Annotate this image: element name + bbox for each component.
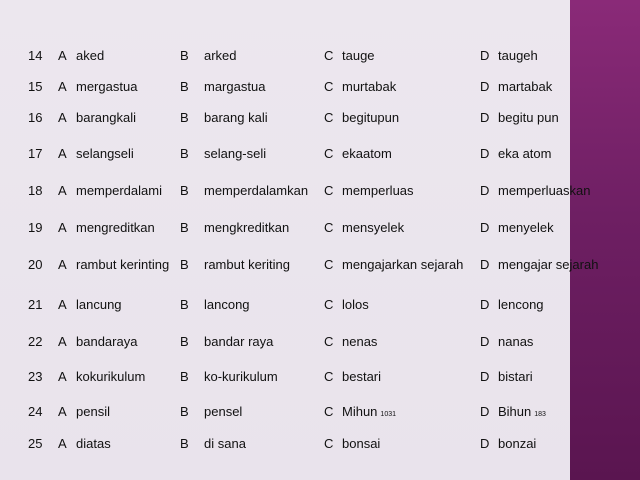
option-letter-a: A [58,297,67,312]
option-text-b: barang kali [204,110,268,125]
option-letter-b: B [180,404,189,419]
option-text-b: mengkreditkan [204,220,290,235]
option-letter-c: C [324,110,334,125]
option-letter-c: C [324,436,334,451]
option-text-a: rambut kerinting [76,257,170,272]
option-letter-d: D [480,220,490,235]
option-text-b: selang-seli [204,146,267,161]
question-number: 14 [28,48,43,63]
option-letter-b: B [180,436,189,451]
option-text-c: tauge [342,48,375,63]
option-text-b: margastua [204,79,266,94]
option-text-a: aked [76,48,105,63]
option-letter-a: A [58,146,67,161]
option-text-b: arked [204,48,237,63]
option-letter-c: C [324,369,334,384]
question-row [0,295,640,315]
option-letter-a: A [58,79,67,94]
option-text-a: mengreditkan [76,220,155,235]
option-letter-d: D [480,297,490,312]
option-letter-a: A [58,257,67,272]
option-text-a: diatas [76,436,111,451]
option-text-c: begitupun [342,110,400,125]
option-letter-d: D [480,334,490,349]
question-row [0,218,640,238]
question-number: 17 [28,146,43,161]
option-text-b: rambut keriting [204,257,290,272]
question-row [0,434,640,454]
option-text-a: barangkali [76,110,136,125]
option-text-c: bonsai [342,436,381,451]
option-letter-c: C [324,79,334,94]
option-letter-b: B [180,257,189,272]
question-number: 20 [28,257,43,272]
question-row [0,77,640,97]
option-text-d: bistari [498,369,533,384]
option-text-a: kokurikulum [76,369,146,384]
option-text-c: ekaatom [342,146,392,161]
option-text-b: lancong [204,297,250,312]
option-letter-d: D [480,369,490,384]
option-text-c: mengajarkan sejarah [342,257,464,272]
option-text-b: di sana [204,436,246,451]
question-number: 16 [28,110,43,125]
option-letter-d: D [480,436,490,451]
option-letter-b: B [180,146,189,161]
option-letter-c: C [324,404,334,419]
option-letter-c: C [324,257,334,272]
question-row [0,144,640,164]
option-letter-d: D [480,183,490,198]
option-letter-a: A [58,220,67,235]
option-text-a: pensil [76,404,110,419]
option-letter-b: B [180,48,189,63]
option-text-c: nenas [342,334,378,349]
option-text-d: lencong [498,297,544,312]
question-row [0,46,640,66]
option-letter-c: C [324,334,334,349]
option-footnote-c: 1031 [380,411,396,418]
option-letter-b: B [180,369,189,384]
option-letter-d: D [480,110,490,125]
question-number: 18 [28,183,43,198]
option-letter-c: C [324,146,334,161]
option-text-c: bestari [342,369,382,384]
question-row [0,367,640,387]
option-letter-d: D [480,146,490,161]
option-text-c: murtabak [342,79,397,94]
option-text-a: selangseli [76,146,134,161]
option-text-c: mensyelek [342,220,405,235]
option-letter-d: D [480,404,490,419]
option-text-d: memperluaskan [498,183,591,198]
option-letter-b: B [180,79,189,94]
option-letter-c: C [324,297,334,312]
option-letter-b: B [180,297,189,312]
option-text-d: martabak [498,79,553,94]
option-text-d: begitu pun [498,110,559,125]
option-letter-d: D [480,257,490,272]
option-text-d: mengajar sejarah [498,257,599,272]
option-letter-a: A [58,183,67,198]
option-text-b: bandar raya [204,334,274,349]
option-letter-a: A [58,48,67,63]
question-number: 19 [28,220,43,235]
option-text-c: lolos [342,297,369,312]
option-text-a: memperdalami [76,183,162,198]
option-text-d: eka atom [498,146,552,161]
option-text-d: taugeh [498,48,538,63]
option-letter-b: B [180,220,189,235]
option-letter-a: A [58,110,67,125]
option-letter-b: B [180,183,189,198]
question-number: 21 [28,297,43,312]
option-text-b: ko-kurikulum [204,369,278,384]
option-text-a: lancung [76,297,122,312]
question-row [0,108,640,128]
option-text-c: Mihun 1031 [342,404,396,419]
option-text-a: mergastua [76,79,138,94]
option-text-c: memperluas [342,183,414,198]
question-row [0,332,640,352]
option-letter-d: D [480,79,490,94]
option-text-b: memperdalamkan [204,183,309,198]
option-text-d: Bihun 183 [498,404,546,419]
option-text-d: bonzai [498,436,537,451]
question-row [0,402,640,422]
option-letter-b: B [180,334,189,349]
question-row [0,181,640,201]
option-letter-c: C [324,220,334,235]
question-number: 15 [28,79,43,94]
option-letter-a: A [58,436,67,451]
option-footnote-d: 183 [534,411,546,418]
option-text-a: bandaraya [76,334,138,349]
option-letter-c: C [324,183,334,198]
option-letter-a: A [58,369,67,384]
question-number: 25 [28,436,43,451]
option-letter-d: D [480,48,490,63]
option-text-d: menyelek [498,220,554,235]
question-number: 24 [28,404,43,419]
question-number: 22 [28,334,43,349]
option-text-d: nanas [498,334,534,349]
option-letter-c: C [324,48,334,63]
question-number: 23 [28,369,43,384]
option-letter-a: A [58,404,67,419]
question-row [0,255,640,275]
option-letter-a: A [58,334,67,349]
option-text-b: pensel [204,404,243,419]
option-letter-b: B [180,110,189,125]
